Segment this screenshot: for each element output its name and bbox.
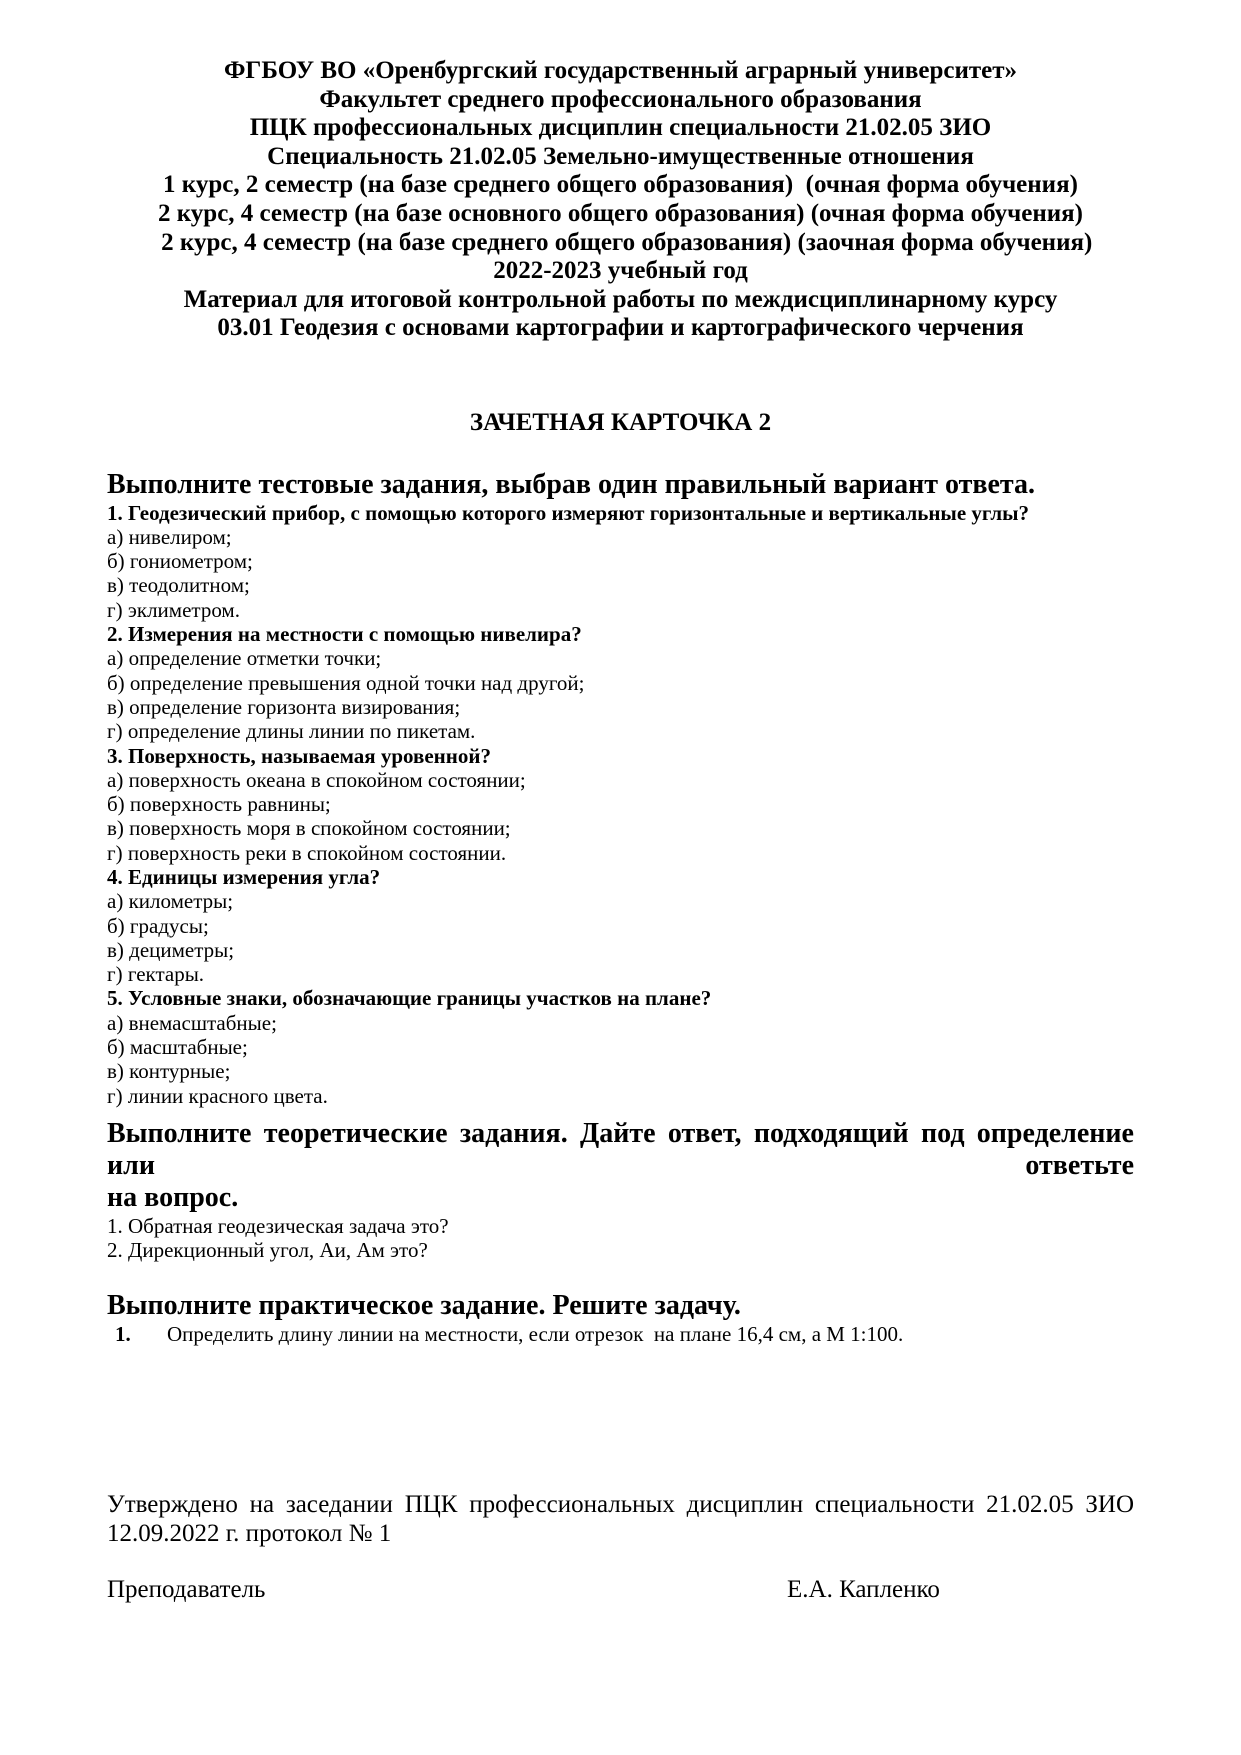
header-line-material: Материал для итоговой контрольной работы по междисциплинарному курсу: [183, 285, 1058, 313]
question-3-option-g: г) поверхность реки в спокойном состоянии.: [107, 840, 507, 865]
question-5: 5. Условные знаки, обозначающие границы участков на плане?: [107, 986, 712, 1011]
page-title: ЗАЧЕТНАЯ КАРТОЧКА 2: [469, 408, 772, 436]
practical-item: [107, 1322, 1134, 1346]
question-3: 3. Поверхность, называемая уровенной?: [107, 743, 491, 768]
signature-role: Преподаватель: [107, 1576, 266, 1604]
test-section: [107, 469, 1134, 1108]
approval-block: [107, 1491, 1134, 1548]
question-3-option-a: а) поверхность океана в спокойном состоянии;: [107, 767, 526, 792]
header-line-year: 2022-2023 учебный год: [493, 257, 748, 285]
header-line-pck: ПЦК профессиональных дисциплин специальности 21.02.05 ЗИО: [249, 114, 992, 142]
question-4-option-g: г) гектары.: [107, 962, 205, 987]
question-1-option-b: б) гониометром;: [107, 549, 253, 574]
question-4-option-a: а) километры;: [107, 889, 234, 914]
practical-item-number: 1.: [115, 1321, 131, 1346]
header-line-course-3: 2 курс, 4 семестр (на базе среднего общего образования) (заочная форма обучения): [148, 228, 1093, 256]
question-1: 1. Геодезический прибор, с помощью которого измеряют горизонтальные и вертикальные углы?: [107, 500, 1030, 525]
practical-section-heading: Выполните практическое задание. Решите задачу.: [107, 1289, 741, 1321]
header-line-subject: 03.01 Геодезия с основами картографии и картографического черчения: [217, 314, 1024, 342]
header-line-specialty: Специальность 21.02.05 Земельно-имущественные отношения: [267, 142, 974, 170]
question-5-option-g: г) линии красного цвета.: [107, 1083, 328, 1108]
question-2-option-b: б) определение превышения одной точки над другой;: [107, 670, 585, 695]
theory-heading-line-1: Выполните теоретические задания. Дайте ответ, подходящий под определение или ответьте: [107, 1117, 1134, 1181]
theory-item-1: 1. Обратная геодезическая задача это?: [107, 1213, 449, 1238]
question-2-option-a: а) определение отметки точки;: [107, 646, 382, 671]
header-line-university: ФГБОУ ВО «Оренбургский государственный аграрный университет»: [223, 57, 1018, 84]
question-1-option-v: в) теодолитном;: [107, 573, 250, 598]
question-4: 4. Единицы измерения угла?: [107, 864, 381, 889]
question-2-option-g: г) определение длины линии по пикетам.: [107, 719, 476, 744]
test-section-heading: Выполните тестовые задания, выбрав один правильный вариант ответа.: [107, 468, 1035, 500]
question-5-option-a: а) внемасштабные;: [107, 1010, 277, 1035]
question-4-option-b: б) градусы;: [107, 913, 209, 938]
theory-items-list: [107, 1214, 1134, 1263]
question-5-option-v: в) контурные;: [107, 1059, 231, 1084]
question-1-option-g: г) эклиметром.: [107, 597, 240, 622]
header-line-course-1: 1 курс, 2 семестр (на базе среднего общего образования) (очная форма обучения): [163, 171, 1078, 199]
signature-row: [107, 1576, 1134, 1605]
question-2: 2. Измерения на местности с помощью нивелира?: [107, 622, 582, 647]
header-line-course-2: 2 курс, 4 семестр (на базе основного общего образования) (очная форма обучения): [157, 199, 1083, 227]
theory-item-2: 2. Дирекционный угол, Аи, Ам это?: [107, 1238, 428, 1263]
question-5-option-b: б) масштабные;: [107, 1035, 248, 1060]
theory-heading-line-2: на вопрос.: [107, 1181, 239, 1213]
question-3-option-v: в) поверхность моря в спокойном состоянии;: [107, 816, 511, 841]
theory-section: [107, 1118, 1134, 1263]
question-2-option-v: в) определение горизонта визирования;: [107, 694, 461, 719]
question-1-option-a: а) нивелиром;: [107, 524, 232, 549]
signature-name: Е.А. Капленко: [787, 1576, 940, 1604]
document-header: [107, 57, 1134, 343]
theory-section-heading: [107, 1118, 1134, 1214]
approval-line-1: Утверждено на заседании ПЦК профессиональных дисциплин специальности 21.02.05 ЗИО: [107, 1490, 1134, 1518]
practical-item-text: Определить длину линии на местности, если отрезок на плане 16,4 см, а М 1:100.: [167, 1321, 904, 1346]
test-questions-list: [107, 501, 1134, 1108]
question-4-option-v: в) дециметры;: [107, 937, 235, 962]
approval-line-2: 12.09.2022 г. протокол № 1: [107, 1519, 392, 1547]
question-3-option-b: б) поверхность равнины;: [107, 792, 331, 817]
header-line-faculty: Факультет среднего профессионального образования: [319, 85, 922, 113]
practical-section: [107, 1290, 1134, 1346]
